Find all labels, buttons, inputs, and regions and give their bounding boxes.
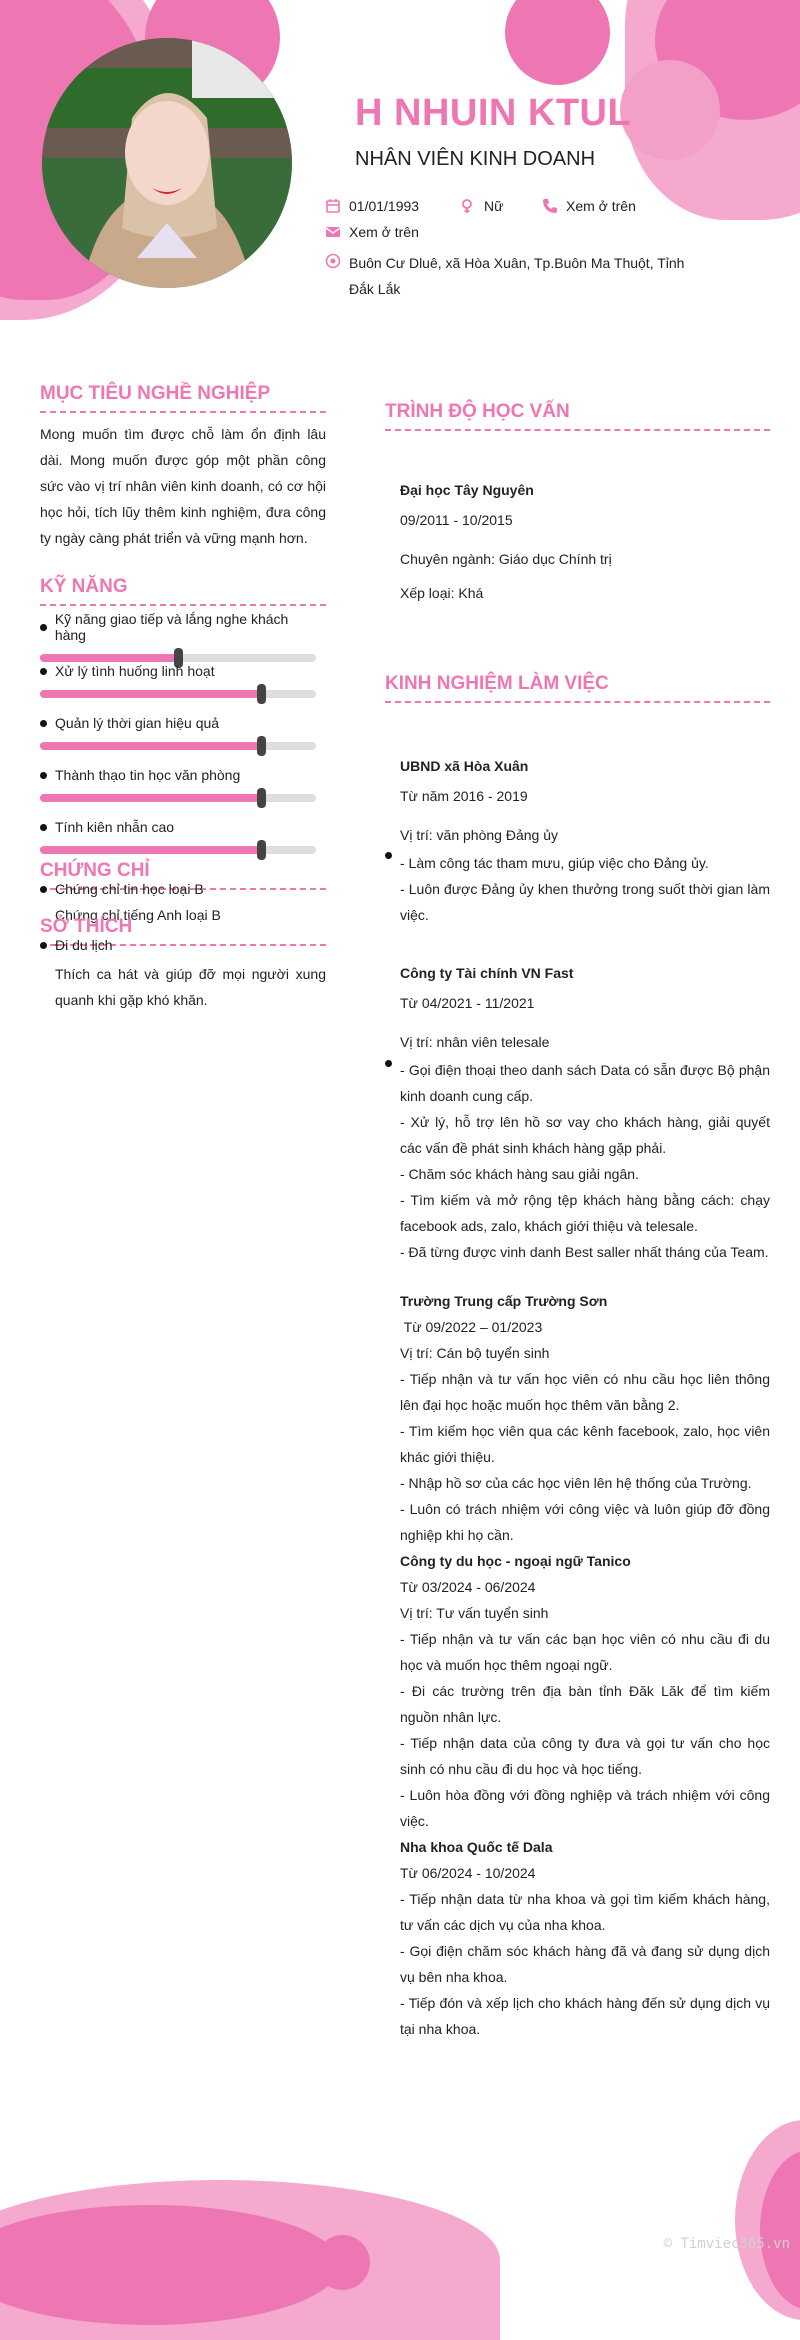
gender-info: [460, 198, 503, 214]
job-duty: - Gọi điện thoại theo danh sách Data có sẵn được Bộ phận kinh doanh cung cấp.: [400, 1062, 770, 1104]
job-duty: - Luôn được Đảng ủy khen thưởng trong suốt thời gian làm việc.: [400, 881, 770, 923]
skill-name: Thành thạo tin học văn phòng: [55, 767, 241, 783]
skill-level-bar: [40, 794, 316, 802]
job-period: Từ 09/2022 – 01/2023: [400, 1319, 543, 1335]
skill-level-fill: [40, 690, 261, 698]
job-duty: - Đi các trường trên địa bàn tỉnh Đăk Lăk để tìm kiếm nguồn nhân lực.: [400, 1683, 770, 1725]
decor-blob: [620, 60, 720, 160]
certificate-name: Chứng chỉ tiếng Anh loại B: [55, 907, 221, 923]
skill-level-fill: [40, 742, 261, 750]
hobby-text: Thích ca hát và giúp đỡ mọi người xung quanh khi gặp khó khăn.: [55, 966, 326, 1008]
education-period: 09/2011 - 10/2015: [400, 512, 513, 528]
skill-level-bar: [40, 654, 316, 662]
hobby-name: Đi du lịch: [55, 937, 113, 953]
education-major: Chuyên ngành: Giáo dục Chính trị: [400, 551, 612, 567]
skill-level-fill: [40, 846, 261, 854]
hobby-item: [40, 932, 113, 958]
bullet-dot: [40, 886, 47, 893]
skill-level-fill: [40, 654, 178, 662]
job-position: Vị trí: văn phòng Đảng ủy: [400, 827, 558, 843]
phone-info: [542, 198, 636, 214]
job-duty: - Đã từng được vinh danh Best saller nhất tháng của Team.: [400, 1244, 769, 1260]
job-entry: [400, 1548, 770, 1834]
school-name: Đại học Tây Nguyên: [400, 482, 534, 498]
job-period: Từ 04/2021 - 11/2021: [400, 995, 535, 1011]
job-duty: - Tiếp đón và xếp lịch cho khách hàng đến sử dụng dịch vụ tại nha khoa.: [400, 1995, 770, 2037]
skills-section: [40, 576, 326, 606]
skill-level-handle: [257, 788, 266, 808]
job-duty: - Luôn hòa đồng với đồng nghiệp và trách nhiệm với công việc.: [400, 1787, 770, 1829]
skill-item: [40, 715, 316, 750]
bullet-dot: [40, 824, 47, 831]
bullet-dot: [40, 942, 47, 949]
phone-icon: [542, 198, 558, 214]
hobbies-title: SỞ THÍCH: [40, 916, 326, 946]
job-position: Vị trí: Cán bộ tuyển sinh: [400, 1345, 550, 1361]
job-position: Vị trí: nhân viên telesale: [400, 1034, 550, 1050]
job-period: Từ 06/2024 - 10/2024: [400, 1865, 536, 1881]
watermark: © Timviec365.vn: [663, 2236, 790, 2252]
objective-text: Mong muốn tìm được chỗ làm ổn định lâu dài. Mong muốn được góp một phần công sức vào vị trí nhân viên kinh doanh, có cơ hội học hỏi, tích lũy thêm kinh nghiệm, đưa công ty ngày càng phát triển và vững mạnh hơn.: [40, 426, 326, 546]
job-duty: - Xử lý, hỗ trợ lên hồ sơ vay cho khách hàng, giải quyết các vấn đề phát sinh khách hàng gặp phải.: [400, 1114, 770, 1156]
education-details: [400, 477, 770, 606]
phone-value: Xem ở trên: [566, 198, 636, 214]
skill-item: [40, 611, 316, 662]
education-title: TRÌNH ĐỘ HỌC VẤN: [385, 401, 770, 431]
email-icon: [325, 224, 341, 240]
job-entry: [400, 753, 770, 928]
job-position: Vị trí: Tư vấn tuyển sinh: [400, 1605, 549, 1621]
job-period: Từ năm 2016 - 2019: [400, 788, 528, 804]
job-duty: - Nhập hồ sơ của các học viên lên hệ thống của Trường.: [400, 1475, 752, 1491]
calendar-icon: [325, 198, 341, 214]
birthday-value: 01/01/1993: [349, 198, 420, 214]
skill-name: Xử lý tình huống linh hoạt: [55, 663, 215, 679]
candidate-name: H NHUIN KTUL: [355, 92, 632, 134]
email-value: Xem ở trên: [349, 224, 419, 240]
certificates-title: CHỨNG CHỈ: [40, 860, 326, 890]
job-duty: - Gọi điện chăm sóc khách hàng đã và đang sử dụng dịch vụ bên nha khoa.: [400, 1943, 770, 1985]
address-info: [325, 250, 684, 302]
education-section: [385, 401, 770, 431]
avatar: [42, 38, 292, 288]
skill-level-handle: [257, 736, 266, 756]
company-name: Công ty Tài chính VN Fast: [400, 965, 574, 981]
email-info: [325, 224, 419, 240]
bullet-dot: [40, 772, 47, 779]
gender-icon: [460, 198, 476, 214]
skill-name: Kỹ năng giao tiếp và lắng nghe khách hàng: [54, 611, 289, 643]
address-line-2: Đắk Lắk: [349, 281, 401, 297]
experience-title: KINH NGHIỆM LÀM VIỆC: [385, 673, 770, 703]
skill-name: Tính kiên nhẫn cao: [55, 819, 175, 835]
decor-blob: [505, 0, 610, 85]
job-entry: [400, 1834, 770, 2042]
job-duty: - Tìm kiếm học viên qua các kênh facebook, zalo, học viên khác giới thiệu.: [400, 1423, 770, 1465]
skill-level-fill: [40, 794, 261, 802]
skill-level-bar: [40, 846, 316, 854]
bullet-dot: [40, 624, 47, 631]
skill-item: [40, 819, 316, 854]
experience-section: [385, 673, 770, 703]
skill-name: Quản lý thời gian hiệu quả: [55, 715, 220, 731]
job-period: Từ 03/2024 - 06/2024: [400, 1579, 536, 1595]
job-duty: - Chăm sóc khách hàng sau giải ngân.: [400, 1166, 639, 1182]
skill-level-bar: [40, 690, 316, 698]
job-entry: [400, 1288, 770, 1548]
birthday-info: [325, 198, 419, 214]
company-name: Công ty du học - ngoại ngữ Tanico: [400, 1553, 631, 1569]
skill-item: [40, 767, 316, 802]
job-entry: [400, 960, 770, 1265]
job-duty: - Tiếp nhận data của công ty đưa và gọi tư vấn cho học sinh có nhu cầu đi du học và học tiếng.: [400, 1735, 770, 1777]
company-name: Nha khoa Quốc tế Dala: [400, 1839, 553, 1855]
skill-level-handle: [257, 684, 266, 704]
job-duty: - Tiếp nhận data từ nha khoa và gọi tìm kiếm khách hàng, tư vấn các dịch vụ của nha khoa.: [400, 1891, 770, 1933]
skill-level-bar: [40, 742, 316, 750]
company-name: UBND xã Hòa Xuân: [400, 758, 529, 774]
skill-level-handle: [257, 840, 266, 860]
bullet-dot: [385, 852, 392, 859]
objective-title: MỤC TIÊU NGHỀ NGHIỆP: [40, 383, 326, 413]
skills-title: KỸ NĂNG: [40, 576, 326, 606]
education-grade: Xếp loại: Khá: [400, 585, 484, 601]
job-duty: - Làm công tác tham mưu, giúp việc cho Đảng ủy.: [400, 855, 709, 871]
job-duty: - Luôn có trách nhiệm với công việc và luôn giúp đỡ đồng nghiệp khi họ cần.: [400, 1501, 770, 1543]
gender-value: Nữ: [484, 198, 504, 214]
objective-section: [40, 383, 326, 551]
skill-item: [40, 663, 316, 698]
bullet-dot: [385, 1060, 392, 1067]
job-duty: - Tiếp nhận và tư vấn các bạn học viên có nhu cầu đi du học và muốn học thêm ngoại ngữ.: [400, 1631, 770, 1673]
company-name: Trường Trung cấp Trường Sơn: [400, 1293, 608, 1309]
job-duty: - Tiếp nhận và tư vấn học viên có nhu cầu học liên thông lên đại học hoặc muốn học thêm văn bằng 2.: [400, 1371, 770, 1413]
bullet-dot: [40, 668, 47, 675]
decor-blob: [315, 2235, 370, 2290]
bullet-dot: [40, 720, 47, 727]
certificate-item: [40, 876, 204, 902]
certificate-name: Chứng chỉ tin học loại B: [55, 881, 204, 897]
location-icon: [325, 253, 341, 269]
address-line-1: Buôn Cư Dluê, xã Hòa Xuân, Tp.Buôn Ma Thuột, Tỉnh: [349, 255, 685, 271]
job-title: NHÂN VIÊN KINH DOANH: [355, 148, 596, 170]
job-duty: - Tìm kiếm và mở rộng tệp khách hàng bằng cách: chạy facebook ads, zalo, khách giới thiệu và telesale.: [400, 1192, 770, 1234]
